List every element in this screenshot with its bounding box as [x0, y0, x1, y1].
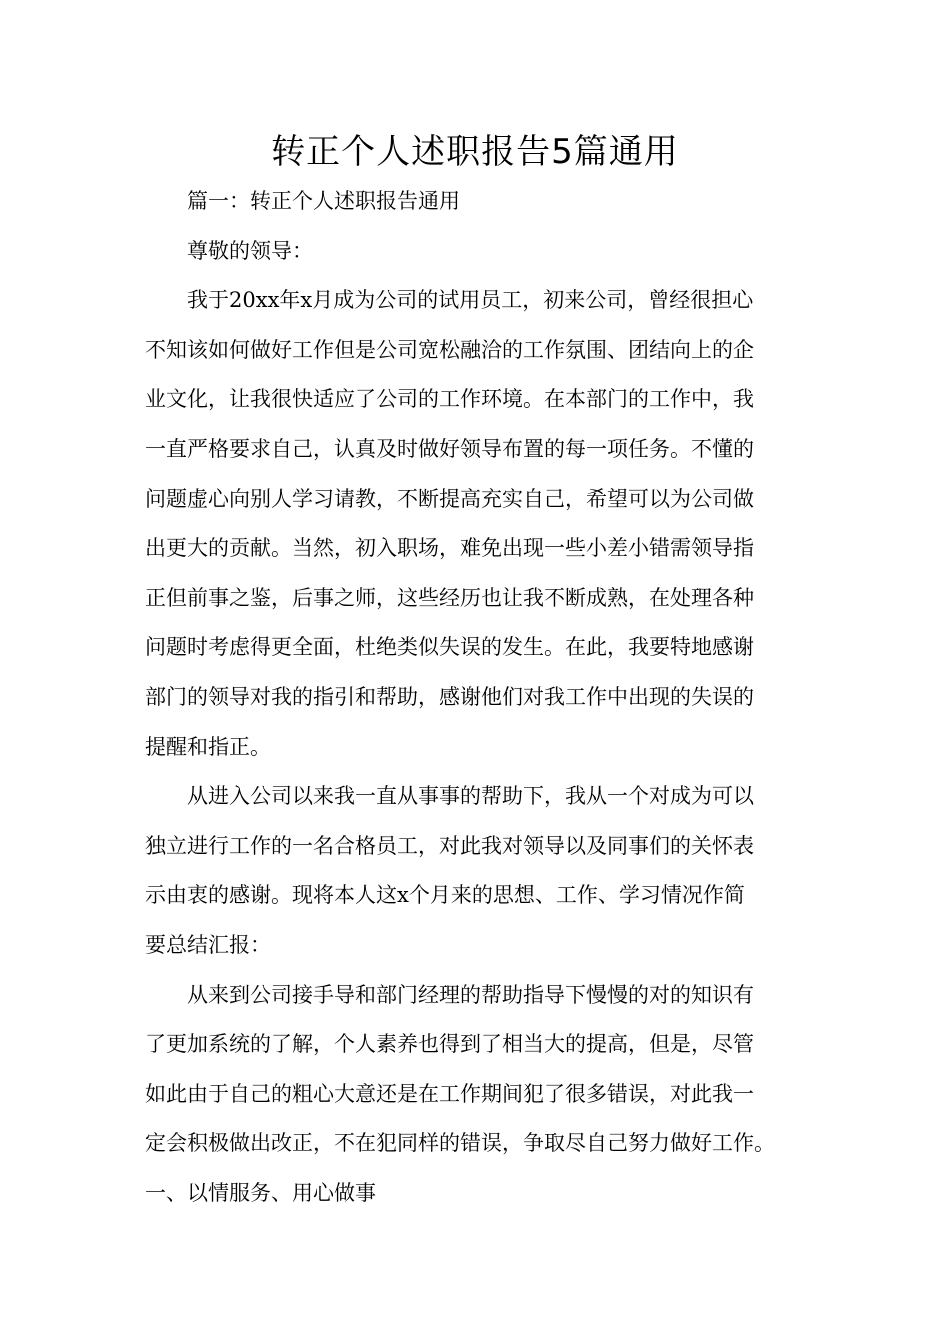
paragraph-line: 正但前事之鉴，后事之师，这些经历也让我不断成熟，在处理各种: [145, 585, 754, 610]
paragraph-line: 提醒和指正。: [145, 734, 271, 759]
paragraph-line: 问题虚心向别人学习请教，不断提高充实自己，希望可以为公司做: [145, 486, 754, 511]
paragraph-2: [145, 772, 805, 970]
paragraph-line: 问题时考虑得更全面，杜绝类似失误的发生。在此，我要特地感谢: [145, 635, 754, 660]
paragraph-1: [145, 276, 805, 772]
subheading: 一、以情服务、用心做事: [145, 1180, 376, 1205]
paragraph-line: 独立进行工作的一名合格员工，对此我对领导以及同事们的关怀表: [145, 833, 754, 858]
paragraph-line: 出更大的贡献。当然，初入职场，难免出现一些小差小错需领导指: [145, 536, 754, 561]
section-heading: 篇一：转正个人述职报告通用: [187, 189, 460, 213]
paragraph-line: 了更加系统的了解，个人素养也得到了相当大的提高，但是，尽管: [145, 1032, 754, 1057]
paragraph-line: 要总结汇报：: [145, 932, 271, 957]
paragraph-line: 从进入公司以来我一直从事事的帮助下，我从一个对成为可以: [187, 784, 754, 809]
paragraph-line: 如此由于自己的粗心大意还是在工作期间犯了很多错误，对此我一: [145, 1081, 754, 1106]
paragraph-line: 我于20xx年x月成为公司的试用员工，初来公司，曾经很担心: [187, 288, 754, 313]
paragraph-line: 业文化，让我很快适应了公司的工作环境。在本部门的工作中，我: [145, 387, 754, 412]
paragraph-line: 定会积极做出改正，不在犯同样的错误，争取尽自己努力做好工作。: [145, 1131, 775, 1156]
paragraph-line: 从来到公司接手导和部门经理的帮助指导下慢慢的对的知识有: [187, 982, 754, 1007]
paragraph-line: 部门的领导对我的指引和帮助，感谢他们对我工作中出现的失误的: [145, 684, 754, 709]
document-body: [145, 177, 805, 1218]
paragraph-3: [145, 971, 805, 1169]
paragraph-line: 示由衷的感谢。现将本人这x个月来的思想、工作、学习情况作简: [145, 883, 745, 908]
document-title: 转正个人述职报告5篇通用: [271, 132, 679, 172]
paragraph-line: 不知该如何做好工作但是公司宽松融洽的工作氛围、团结向上的企: [145, 337, 754, 362]
salutation: 尊敬的领导：: [187, 238, 313, 263]
paragraph-line: 一直严格要求自己，认真及时做好领导布置的每一项任务。不懂的: [145, 436, 754, 461]
